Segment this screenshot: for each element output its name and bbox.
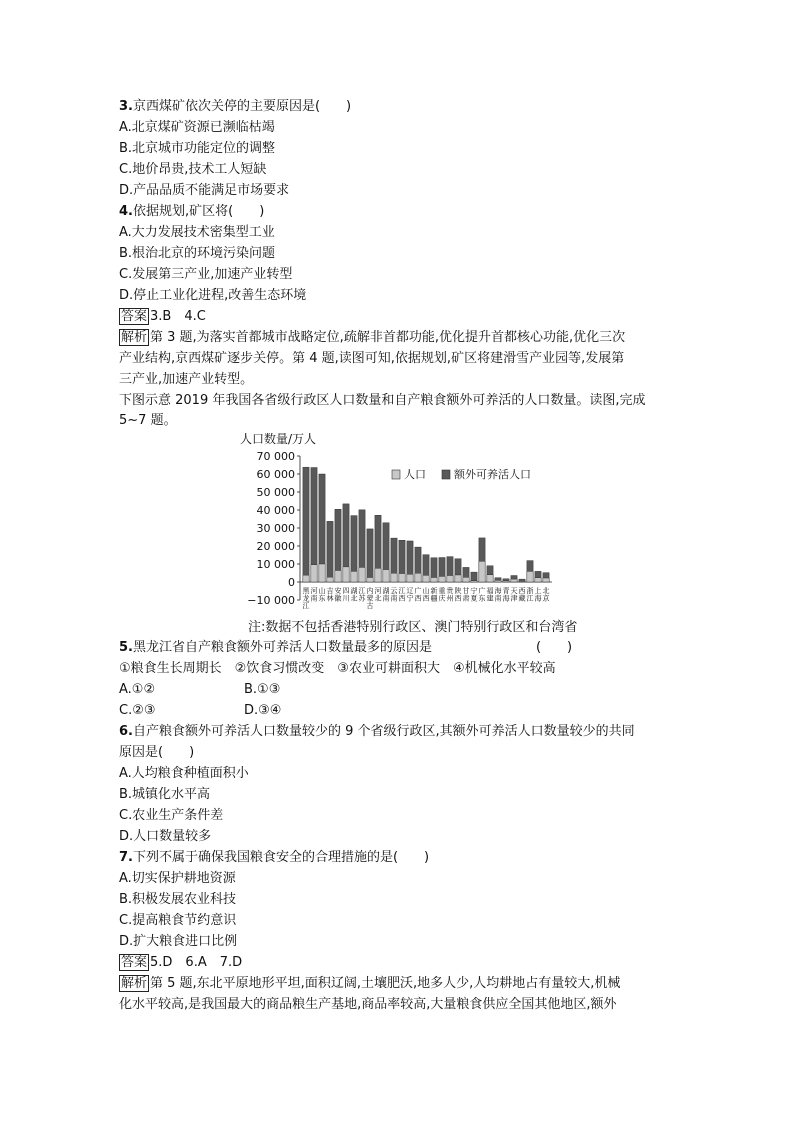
bar-population bbox=[439, 576, 445, 582]
bar-population bbox=[495, 580, 501, 582]
question-6-option-d: D.人口数量较多 bbox=[119, 829, 212, 844]
bar-population bbox=[535, 578, 541, 582]
x-tick-label: 湖北 bbox=[350, 587, 358, 603]
bar-population bbox=[367, 578, 373, 583]
x-tick-label: 吉林 bbox=[326, 587, 334, 603]
bar-extra-population bbox=[471, 572, 477, 582]
population-bar-chart bbox=[232, 430, 562, 615]
question-3-option-d: D.产品品质不能满足市场要求 bbox=[119, 183, 290, 198]
x-tick-label: 江苏 bbox=[358, 587, 366, 603]
question-5-option-d: D.③④ bbox=[244, 703, 282, 718]
y-tick-label: 20 000 bbox=[256, 540, 295, 553]
bar-population bbox=[447, 576, 453, 582]
question-3-option-a: A.北京煤矿资源已濒临枯竭 bbox=[119, 120, 275, 135]
bar-population bbox=[335, 570, 341, 582]
y-tick-label: 30 000 bbox=[256, 522, 295, 535]
question-4-option-c: C.发展第三产业,加速产业转型 bbox=[119, 267, 293, 282]
question-6-option-c: C.农业生产条件差 bbox=[119, 808, 224, 823]
answer-tag: 答案 bbox=[121, 309, 148, 324]
x-tick-label: 广东 bbox=[478, 587, 486, 603]
x-tick-label: 山东 bbox=[318, 587, 326, 603]
question-6-option-a: A.人均粮食种植面积小 bbox=[119, 766, 249, 781]
answer-text: 3.B 4.C bbox=[150, 309, 206, 324]
x-tick-label: 浙江 bbox=[526, 587, 534, 603]
question-4-stem bbox=[119, 202, 264, 222]
bar-extra-population bbox=[367, 529, 373, 582]
x-tick-label: 广西 bbox=[414, 587, 422, 603]
question-3-stem bbox=[119, 97, 351, 117]
answer-text: 5.D 6.A 7.D bbox=[150, 955, 243, 970]
bar-population bbox=[359, 567, 365, 582]
bar-population bbox=[399, 574, 405, 582]
bar-population bbox=[527, 571, 533, 582]
bar-population bbox=[463, 577, 469, 582]
legend-label-extra: 额外可养活人口 bbox=[454, 468, 531, 481]
answer-tag: 答案 bbox=[121, 955, 148, 970]
x-tick-label: 青海 bbox=[502, 587, 510, 603]
chart-x-labels bbox=[303, 586, 550, 610]
x-tick-label: 北京 bbox=[542, 587, 550, 603]
analysis-line: 三产业,加速产业转型。 bbox=[119, 372, 254, 387]
analysis-block-2 bbox=[119, 974, 620, 994]
bar-population bbox=[455, 575, 461, 582]
y-tick-label: 60 000 bbox=[256, 468, 295, 481]
x-tick-label: 湖南 bbox=[382, 587, 390, 603]
question-5-option-a: A.①② bbox=[119, 682, 156, 697]
y-tick-label: 0 bbox=[288, 576, 295, 589]
x-tick-label: 安徽 bbox=[334, 587, 342, 603]
question-6-stem bbox=[119, 722, 635, 742]
x-tick-label: 重庆 bbox=[438, 587, 446, 603]
analysis-block-1 bbox=[119, 328, 625, 348]
bar-population bbox=[383, 570, 389, 582]
x-tick-label: 上海 bbox=[534, 587, 542, 603]
y-tick-label: 70 000 bbox=[256, 450, 295, 463]
x-tick-label: 贵州 bbox=[446, 587, 454, 603]
answer-block-2 bbox=[119, 953, 242, 973]
x-tick-label: 陕西 bbox=[454, 587, 462, 603]
bar-population bbox=[519, 581, 525, 582]
bar-population bbox=[487, 575, 493, 582]
intro-line: 下图示意 2019 年我国各省级行政区人口数量和自产粮食额外可养活的人口数量。读图,完成 bbox=[119, 393, 646, 408]
bar-population bbox=[375, 568, 381, 582]
chart-y-axis-label: 人口数量/万人 bbox=[240, 432, 317, 446]
question-4-option-d: D.停止工业化进程,改善生态环境 bbox=[119, 288, 307, 303]
question-5-items: ①粮食生长周期长 ②饮食习惯改变 ③农业可耕面积大 ④机械化水平较高 bbox=[119, 661, 556, 676]
analysis-tag: 解析 bbox=[121, 330, 148, 345]
x-tick-label: 山西 bbox=[422, 587, 430, 603]
bar-population bbox=[351, 571, 357, 582]
question-6-number: 6. bbox=[119, 724, 133, 739]
x-tick-label: 新疆 bbox=[430, 587, 438, 603]
question-5-stem bbox=[119, 638, 572, 658]
legend-swatch-population bbox=[392, 470, 400, 479]
x-tick-label: 天津 bbox=[510, 587, 518, 603]
y-tick-label: 40 000 bbox=[256, 504, 295, 517]
x-tick-label: 江西 bbox=[398, 587, 406, 603]
analysis-line: 第 3 题,为落实首都城市战略定位,疏解非首都功能,优化提升首都核心功能,优化三次 bbox=[150, 330, 626, 345]
bar-population bbox=[327, 577, 333, 582]
question-7-number: 7. bbox=[119, 850, 133, 865]
bar-population bbox=[407, 574, 413, 582]
question-7-option-b: B.积极发展农业科技 bbox=[119, 892, 237, 907]
x-tick-label: 河北 bbox=[374, 587, 382, 603]
bar-population bbox=[343, 567, 349, 582]
bar-population bbox=[319, 564, 325, 582]
question-5-option-c: C.②③ bbox=[119, 703, 156, 718]
y-tick-label: 10 000 bbox=[256, 558, 295, 571]
question-3-option-c: C.地价昂贵,技术工人短缺 bbox=[119, 162, 267, 177]
question-3-option-b: B.北京城市功能定位的调整 bbox=[119, 141, 276, 156]
answer-block-1 bbox=[119, 307, 206, 327]
bar-extra-population bbox=[303, 467, 309, 582]
x-tick-label: 四川 bbox=[342, 587, 350, 603]
bar-population bbox=[303, 575, 309, 582]
x-tick-label: 内蒙古 bbox=[366, 587, 374, 610]
bar-population bbox=[511, 579, 517, 582]
x-tick-label: 云南 bbox=[390, 587, 398, 603]
question-7-stem bbox=[119, 848, 429, 868]
bar-population bbox=[415, 573, 421, 582]
chart-bars bbox=[303, 467, 549, 582]
question-6-option-b: B.城镇化水平高 bbox=[119, 787, 211, 802]
bar-extra-population bbox=[327, 521, 333, 582]
y-tick-label: −10 000 bbox=[247, 594, 295, 607]
question-3-number: 3. bbox=[119, 99, 133, 114]
question-4-option-b: B.根治北京的环境污染问题 bbox=[119, 246, 276, 261]
x-tick-label: 辽宁 bbox=[406, 587, 414, 603]
x-tick-label: 西藏 bbox=[518, 587, 526, 603]
question-7-option-d: D.扩大粮食进口比例 bbox=[119, 934, 238, 949]
analysis-tag: 解析 bbox=[121, 976, 148, 991]
x-tick-label: 甘肃 bbox=[462, 587, 470, 603]
question-5-number: 5. bbox=[119, 640, 133, 655]
legend-swatch-extra bbox=[442, 470, 450, 479]
question-4-text: 依据规划,矿区将( ) bbox=[132, 204, 265, 219]
question-5-option-b: B.①③ bbox=[244, 682, 281, 697]
x-tick-label: 河南 bbox=[310, 587, 318, 603]
x-tick-label: 海南 bbox=[494, 587, 502, 603]
question-7-option-a: A.切实保护耕地资源 bbox=[119, 871, 236, 886]
question-4-option-a: A.大力发展技术密集型工业 bbox=[119, 225, 275, 240]
question-4-number: 4. bbox=[119, 204, 133, 219]
question-7-option-c: C.提高粮食节约意识 bbox=[119, 913, 237, 928]
bar-population bbox=[471, 581, 477, 582]
bar-population bbox=[391, 573, 397, 582]
analysis-line: 化水平较高,是我国最大的商品粮生产基地,商品率较高,大量粮食供应全国其他地区,额外 bbox=[119, 997, 617, 1012]
bar-population bbox=[503, 581, 509, 582]
question-5-text: 黑龙江省自产粮食额外可养活人口数量最多的原因是 ( ) bbox=[132, 640, 573, 655]
bar-population bbox=[423, 575, 429, 582]
intro-line: 5~7 题。 bbox=[119, 413, 177, 428]
legend-label-population: 人口 bbox=[404, 468, 426, 481]
bar-population bbox=[431, 578, 437, 583]
bar-population bbox=[479, 561, 485, 582]
bar-population bbox=[311, 565, 317, 582]
question-3-text: 京西煤矿依次关停的主要原因是( ) bbox=[132, 99, 352, 114]
question-6-stem-cont: 原因是( ) bbox=[119, 745, 195, 760]
x-tick-label: 福建 bbox=[486, 587, 494, 603]
analysis-line: 第 5 题,东北平原地形平坦,面积辽阔,土壤肥沃,地多人少,人均耕地占有量较大,机械 bbox=[150, 976, 621, 991]
chart-caption: 注:数据不包括香港特别行政区、澳门特别行政区和台湾省 bbox=[248, 620, 578, 635]
y-tick-label: 50 000 bbox=[256, 486, 295, 499]
question-7-text: 下列不属于确保我国粮食安全的合理措施的是( ) bbox=[132, 850, 430, 865]
analysis-line: 产业结构,京西煤矿逐步关停。第 4 题,读图可知,依据规划,矿区将建滑雪产业园等,发展第 bbox=[119, 351, 625, 366]
question-6-text: 自产粮食额外可养活人口数量较少的 9 个省级行政区,其额外可养活人口数量较少的共同 bbox=[132, 724, 635, 739]
bar-population bbox=[543, 578, 549, 582]
x-tick-label: 宁夏 bbox=[470, 587, 478, 603]
x-tick-label: 黑龙江 bbox=[302, 587, 310, 610]
chart-legend bbox=[392, 467, 531, 481]
